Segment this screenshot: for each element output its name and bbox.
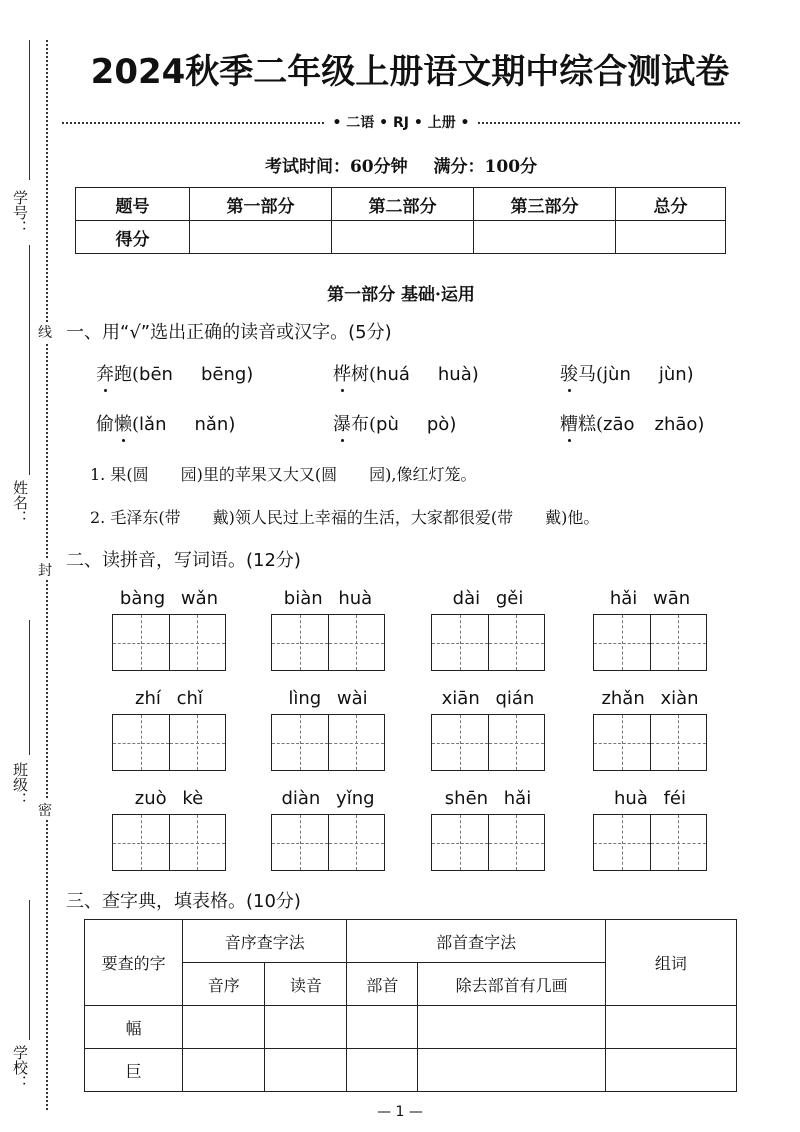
word-box-group: [112, 688, 226, 771]
sentence-part: 戴)领人民过上幸福的生活，大家都很爱(带: [212, 508, 514, 527]
writing-cell[interactable]: [113, 815, 169, 870]
table-row: [85, 920, 737, 963]
part1-title: 第一部分 基础·运用: [327, 285, 475, 305]
pinyin-label: dài gěi: [452, 588, 524, 609]
pinyin-option-a[interactable]: bēn: [139, 364, 173, 385]
table-row: [76, 221, 726, 254]
word-box-group: [271, 788, 385, 871]
pinyin-label: biàn huà: [283, 588, 373, 609]
writing-cell[interactable]: [488, 815, 545, 870]
tianzige-box: [593, 714, 707, 771]
score-cell[interactable]: [474, 221, 616, 254]
exam-time: 考试时间：60分钟: [264, 157, 408, 177]
pinyin-item-post: 跑(: [114, 364, 140, 385]
pinyin-label: hǎi wān: [609, 588, 691, 609]
tianzige-box: [431, 714, 545, 771]
dotted-char: 瀑: [333, 410, 351, 436]
score-cell[interactable]: [190, 221, 332, 254]
col-header-strokes: 除去部首有几画: [418, 963, 605, 1006]
pinyin-label: bàng wǎn: [119, 588, 219, 609]
pinyin-option-a[interactable]: huá: [376, 364, 410, 385]
pinyin-option-b[interactable]: jùn): [658, 364, 694, 385]
page-number: — 1 —: [377, 1104, 423, 1120]
sentence-part: 园)里的苹果又大又(圆: [180, 465, 338, 484]
answer-cell[interactable]: [265, 1049, 347, 1092]
tianzige-box: [431, 614, 545, 671]
score-header-cell: 题号: [76, 188, 190, 221]
answer-cell[interactable]: [605, 1006, 736, 1049]
answer-cell[interactable]: [265, 1006, 347, 1049]
pinyin-item-post: (: [132, 414, 140, 435]
writing-cell[interactable]: [272, 815, 328, 870]
col-header-yinxu: 音序: [183, 963, 265, 1006]
tianzige-box: [271, 714, 385, 771]
pinyin-item: [333, 360, 479, 386]
writing-cell[interactable]: [488, 715, 545, 770]
col-header-char: 要查的字: [85, 920, 183, 1006]
dotted-char: 懒: [114, 410, 132, 436]
pinyin-option-a[interactable]: jùn: [603, 364, 631, 385]
pinyin-option-b[interactable]: nǎn): [194, 414, 236, 435]
col-header-zuci: 组词: [605, 920, 736, 1006]
pinyin-item: [560, 360, 694, 386]
answer-cell[interactable]: [183, 1049, 265, 1092]
tianzige-box: [271, 814, 385, 871]
pinyin-item: [560, 410, 704, 436]
subject-tag: • 二语 • RJ • 上册 •: [326, 115, 475, 131]
pinyin-label: lìng wài: [288, 688, 368, 709]
answer-cell[interactable]: [183, 1006, 265, 1049]
question-2-heading: 二、读拼音，写词语。(12分): [66, 550, 301, 571]
question-3-heading: 三、查字典，填表格。(10分): [66, 891, 301, 912]
score-header-cell: 第二部分: [332, 188, 474, 221]
tianzige-box: [112, 814, 226, 871]
score-cell[interactable]: [332, 221, 474, 254]
table-row: [76, 188, 726, 221]
sentence-part: 戴)他。: [545, 508, 600, 527]
binding-line: [29, 245, 30, 475]
writing-cell[interactable]: [328, 615, 385, 670]
writing-cell[interactable]: [650, 615, 707, 670]
pinyin-label: xiān qián: [441, 688, 535, 709]
answer-cell[interactable]: [605, 1049, 736, 1092]
sentence-part: 1. 果(圆: [90, 465, 149, 484]
word-box-group: [431, 588, 545, 671]
pinyin-option-a[interactable]: lǎn: [139, 414, 167, 435]
pinyin-option-b[interactable]: huà): [437, 364, 479, 385]
sentence-1: [90, 462, 476, 485]
pinyin-label: zhí chǐ: [135, 688, 203, 709]
lookup-char: 巨: [85, 1049, 183, 1092]
answer-cell[interactable]: [418, 1006, 605, 1049]
answer-cell[interactable]: [347, 1049, 418, 1092]
writing-cell[interactable]: [113, 615, 169, 670]
binding-word-mi: 密: [38, 800, 52, 820]
writing-cell[interactable]: [650, 815, 707, 870]
exam-meta: [62, 152, 740, 177]
pinyin-item: [333, 410, 456, 436]
exam-title: 2024秋季二年级上册语文期中综合测试卷: [90, 52, 730, 92]
sentence-2: [90, 505, 599, 528]
pinyin-item-post: 树(: [351, 364, 377, 385]
pinyin-item: [96, 360, 253, 386]
tianzige-box: [593, 614, 707, 671]
binding-line: [29, 900, 30, 1040]
writing-cell[interactable]: [594, 815, 650, 870]
writing-cell[interactable]: [328, 715, 385, 770]
word-box-group: [271, 588, 385, 671]
writing-cell[interactable]: [594, 715, 650, 770]
pinyin-label: zuò kè: [134, 788, 204, 809]
full-score: 满分：100分: [433, 157, 538, 177]
writing-cell[interactable]: [432, 715, 488, 770]
pinyin-option-a[interactable]: zāo: [603, 414, 635, 435]
question-1-heading: 一、用“√”选出正确的读音或汉字。(5分): [66, 322, 392, 343]
binding-margin: [0, 0, 58, 1132]
writing-cell[interactable]: [650, 715, 707, 770]
dotted-char: 桦: [333, 360, 351, 386]
writing-cell[interactable]: [169, 715, 226, 770]
pinyin-item-post: 糕(: [578, 414, 604, 435]
dotted-char: 骏: [560, 360, 578, 386]
pinyin-label: huà féi: [614, 788, 686, 809]
table-row: [85, 1006, 737, 1049]
sentence-part: 园),像红灯笼。: [369, 465, 477, 484]
col-header-bushou: 部首: [347, 963, 418, 1006]
binding-line: [29, 40, 30, 180]
tianzige-box: [593, 814, 707, 871]
pinyin-option-b[interactable]: bēng): [200, 364, 254, 385]
word-box-group: [431, 788, 545, 871]
word-box-group: [112, 788, 226, 871]
pinyin-item-pre: 偷: [96, 414, 114, 435]
col-header-duyin: 读音: [265, 963, 347, 1006]
writing-cell[interactable]: [328, 815, 385, 870]
score-table: [75, 187, 726, 254]
tianzige-box: [112, 714, 226, 771]
writing-cell[interactable]: [594, 615, 650, 670]
binding-word-xian: 线: [38, 322, 52, 342]
sentence-part: 2. 毛泽东(带: [90, 508, 181, 527]
pinyin-item: [96, 410, 235, 436]
writing-cell[interactable]: [272, 615, 328, 670]
label-school: 学校：: [11, 1045, 29, 1090]
dotted-char: 奔: [96, 360, 114, 386]
word-box-group: [431, 688, 545, 771]
writing-cell[interactable]: [432, 815, 488, 870]
word-box-group: [593, 688, 707, 771]
binding-line: [29, 620, 30, 755]
score-header-cell: 第三部分: [474, 188, 616, 221]
score-header-cell: 第一部分: [190, 188, 332, 221]
tianzige-box: [431, 814, 545, 871]
pinyin-option-b[interactable]: pò): [426, 414, 457, 435]
writing-cell[interactable]: [432, 615, 488, 670]
pinyin-label: shēn hǎi: [444, 788, 532, 809]
writing-cell[interactable]: [488, 615, 545, 670]
label-student-id: 学号：: [11, 190, 29, 235]
pinyin-option-b[interactable]: zhāo): [654, 414, 705, 435]
label-name: 姓名：: [11, 480, 29, 525]
pinyin-label: zhǎn xiàn: [601, 688, 699, 709]
subtitle-line: [62, 112, 740, 132]
dotted-char: 糟: [560, 410, 578, 436]
binding-word-feng: 封: [38, 560, 52, 580]
word-box-group: [593, 788, 707, 871]
dictionary-table: [84, 919, 737, 1092]
writing-cell[interactable]: [113, 715, 169, 770]
lookup-char: 幅: [85, 1006, 183, 1049]
pinyin-item-post: 马(: [578, 364, 604, 385]
col-header-bushou-method: 部首查字法: [347, 920, 605, 963]
tianzige-box: [112, 614, 226, 671]
answer-cell[interactable]: [347, 1006, 418, 1049]
pinyin-option-a[interactable]: pù: [376, 414, 399, 435]
word-box-group: [112, 588, 226, 671]
pinyin-label: diàn yǐng: [281, 788, 375, 809]
writing-cell[interactable]: [169, 815, 226, 870]
col-header-yinxu-method: 音序查字法: [183, 920, 347, 963]
writing-cell[interactable]: [272, 715, 328, 770]
score-header-cell: 总分: [616, 188, 726, 221]
score-cell[interactable]: [616, 221, 726, 254]
word-box-group: [271, 688, 385, 771]
table-row: [85, 1049, 737, 1092]
score-row-label: 得分: [76, 221, 190, 254]
writing-cell[interactable]: [169, 615, 226, 670]
answer-cell[interactable]: [418, 1049, 605, 1092]
tianzige-box: [271, 614, 385, 671]
pinyin-item-post: 布(: [351, 414, 377, 435]
word-box-group: [593, 588, 707, 671]
label-class: 班级：: [11, 762, 29, 807]
